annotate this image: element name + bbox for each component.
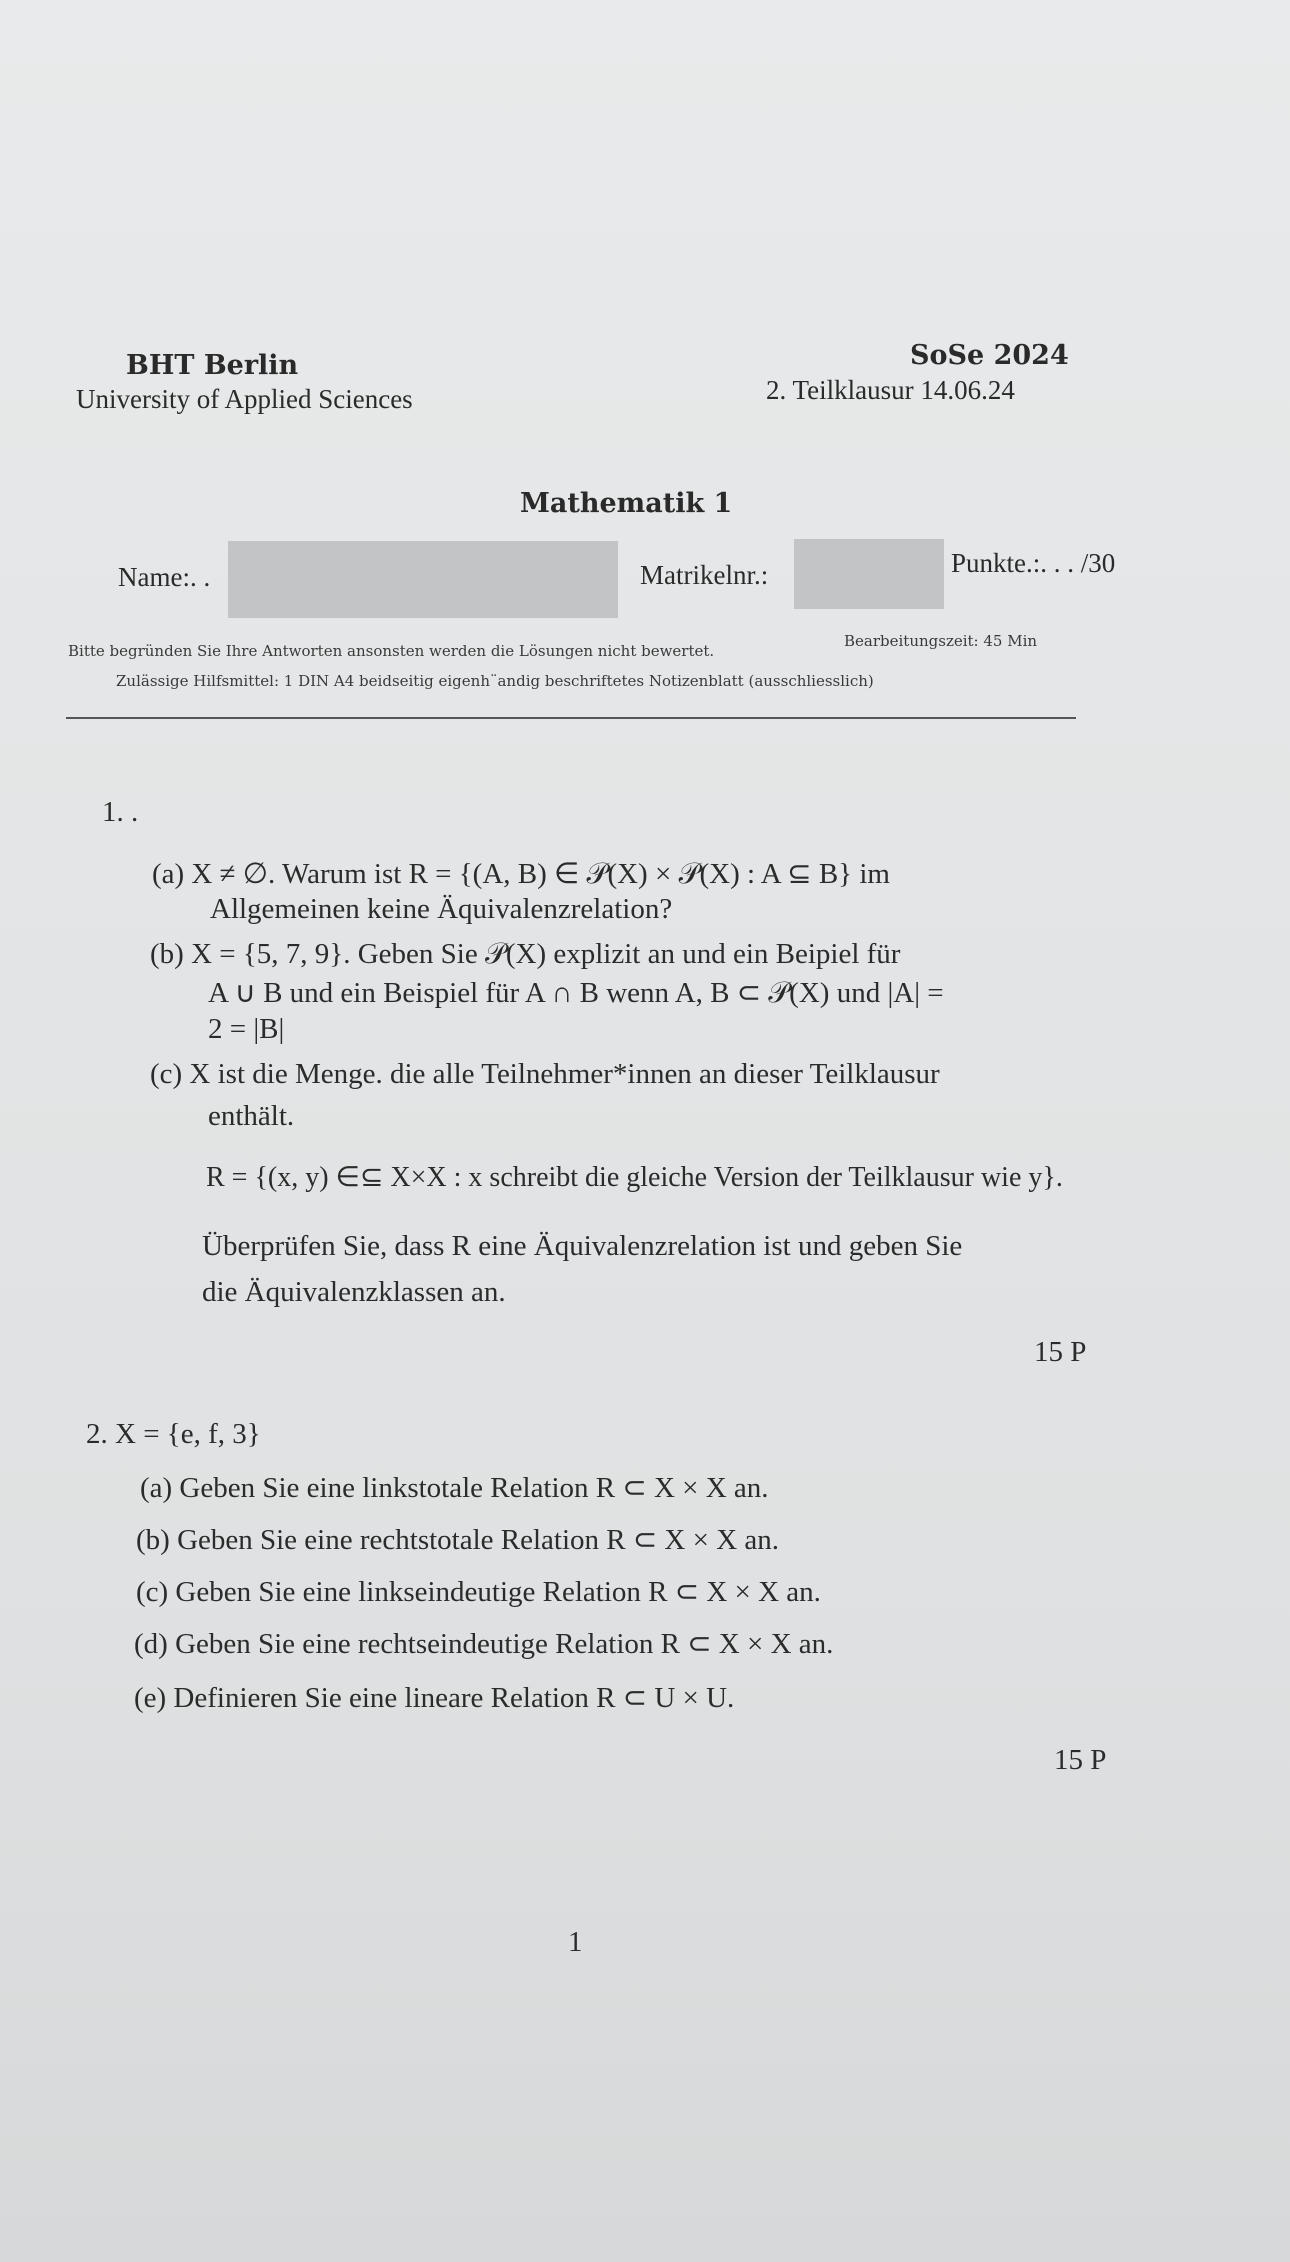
q1b-line-3: 2 = |B| — [208, 1013, 285, 1045]
q2-heading: 2. X = {e, f, 3} — [86, 1418, 261, 1450]
q2d: (d) Geben Sie eine rechtseindeutige Relation R ⊂ X × X an. — [134, 1628, 834, 1660]
q2e: (e) Definieren Sie eine lineare Relation R ⊂ U × U. — [134, 1682, 735, 1714]
page-number: 1 — [568, 1926, 583, 1958]
q1b-line-1: (b) X = {5, 7, 9}. Geben Sie 𝒫(X) explizit an und ein Beipiel für — [150, 938, 901, 970]
name-redaction — [228, 541, 618, 618]
exam-title: 2. Teilklausur 14.06.24 — [766, 375, 1015, 405]
header-divider — [66, 717, 1076, 719]
q2b: (b) Geben Sie eine rechtstotale Relation R ⊂ X × X an. — [136, 1524, 780, 1556]
q2-points: 15 P — [1054, 1744, 1107, 1776]
points-label: Punkte.:. . . /30 — [951, 548, 1116, 578]
q2c: (c) Geben Sie eine linkseindeutige Relation R ⊂ X × X an. — [136, 1576, 821, 1608]
q1c-line-2: enthält. — [208, 1100, 295, 1132]
q1c-formula: R = {(x, y) ∈⊆ X×X : x schreibt die gleiche Version der Teilklausur wie y}. — [206, 1162, 1063, 1193]
subject-title: Mathematik 1 — [520, 488, 733, 519]
university: University of Applied Sciences — [76, 384, 413, 414]
semester: SoSe 2024 — [910, 340, 1069, 371]
matrikel-redaction — [794, 539, 944, 609]
q1a-line-1: (a) X ≠ ∅. Warum ist R = {(A, B) ∈ 𝒫(X) × 𝒫(X) : A ⊆ B} im — [152, 858, 890, 890]
name-label: Name:. . — [118, 562, 211, 592]
instruction-line-2: Zulässige Hilfsmittel: 1 DIN A4 beidseitig eigenh¨andig beschriftetes Notizenblatt (ausschliesslich) — [116, 672, 874, 690]
institution: BHT Berlin — [126, 350, 299, 381]
q1c-line-4: die Äquivalenzklassen an. — [202, 1276, 506, 1308]
q1b-line-2: A ∪ B und ein Beispiel für A ∩ B wenn A, B ⊂ 𝒫(X) und |A| = — [208, 977, 944, 1009]
q1-points: 15 P — [1034, 1336, 1087, 1368]
q2a: (a) Geben Sie eine linkstotale Relation R ⊂ X × X an. — [140, 1472, 769, 1504]
time-limit: Bearbeitungszeit: 45 Min — [844, 632, 1038, 650]
instruction-line-1: Bitte begründen Sie Ihre Antworten ansonsten werden die Lösungen nicht bewertet. — [68, 642, 715, 660]
q1c-line-3: Überprüfen Sie, dass R eine Äquivalenzrelation ist und geben Sie — [202, 1230, 963, 1262]
q1a-line-2: Allgemeinen keine Äquivalenzrelation? — [210, 893, 673, 925]
matrikel-label: Matrikelnr.: — [640, 560, 769, 590]
q1-number: 1. . — [102, 796, 139, 828]
q1c-line-1: (c) X ist die Menge. die alle Teilnehmer*innen an dieser Teilklausur — [150, 1058, 940, 1090]
